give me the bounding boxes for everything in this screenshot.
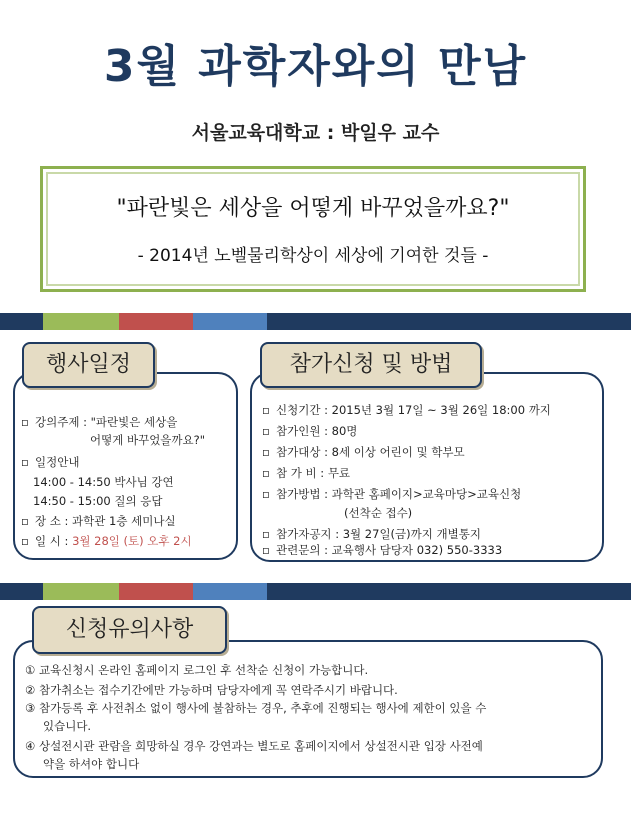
apply-target: 참가대상 : 8세 이상 어린이 및 학부모: [276, 445, 465, 459]
caution-item-4: ④ 상설전시관 관람을 희망하실 경우 강연과는 별도로 홈페이지에서 상설전시관 입장 사전예: [25, 739, 483, 753]
square-bullet-icon: ▫: [262, 487, 270, 501]
apply-method-note: (선착순 접수): [344, 506, 413, 520]
square-bullet-icon: ▫: [262, 543, 270, 557]
schedule-panel: [13, 372, 238, 560]
apply-fee: 참 가 비 : 무료: [276, 466, 351, 480]
date-label: 일 시 :: [35, 534, 69, 548]
apply-contact: 관련문의 : 교육행사 담당자 032) 550-3333: [276, 543, 503, 557]
square-bullet-icon: ▫: [21, 455, 29, 469]
square-bullet-icon: ▫: [262, 424, 270, 438]
caution-item-1: ① 교육신청시 온라인 홈페이지 로그인 후 선착순 신청이 가능합니다.: [25, 663, 369, 677]
square-bullet-icon: ▫: [262, 466, 270, 480]
page-title: 3월 과학자와의 만남: [103, 41, 528, 92]
lecture-topic-box: [40, 166, 586, 292]
guide-line2: 14:50 - 15:00 질의 응답: [33, 494, 163, 508]
caution-item-4-cont: 약을 하셔야 합니다: [43, 757, 140, 771]
color-stripe-bottom: [0, 583, 631, 600]
guide-label: 일정안내: [35, 455, 80, 469]
square-bullet-icon: ▫: [262, 403, 270, 417]
schedule-tab: 행사일정: [22, 342, 155, 388]
apply-people: 참가인원 : 80명: [276, 424, 358, 438]
caution-panel: [13, 640, 603, 778]
lecture-topic-sub: - 2014년 노벨물리학상이 세상에 기여한 것들 -: [137, 246, 489, 266]
apply-method: 참가방법 : 과학관 홈페이지>교육마당>교육신청: [276, 487, 522, 501]
speaker-line: 서울교육대학교 : 박일우 교수: [191, 122, 440, 144]
caution-item-3: ③ 참가등록 후 사전취소 없이 행사에 불참하는 경우, 추후에 진행되는 행사에 제한이 있을 수: [25, 701, 487, 715]
square-bullet-icon: ▫: [21, 514, 29, 528]
guide-line1: 14:00 - 14:50 박사님 강연: [33, 475, 174, 489]
apply-period: 신청기간 : 2015년 3월 17일 ~ 3월 26일 18:00 까지: [276, 403, 551, 417]
caution-item-3-cont: 있습니다.: [43, 719, 92, 733]
apply-notice: 참가자공지 : 3월 27일(금)까지 개별통지: [276, 527, 481, 541]
topic-line2: 어떻게 바꾸었을까요?": [90, 433, 206, 447]
apply-tab: 참가신청 및 방법: [260, 342, 482, 388]
lecture-topic-main: "파란빛은 세상을 어떻게 바꾸었을까요?": [116, 196, 510, 221]
topic-line1: "파란빛은 세상을: [90, 415, 178, 429]
apply-panel: [250, 372, 604, 562]
date-value: 3월 28일 (토) 오후 2시: [72, 534, 192, 548]
caution-tab: 신청유의사항: [32, 606, 227, 654]
square-bullet-icon: ▫: [21, 415, 29, 429]
caution-item-2: ② 참가취소는 접수기간에만 가능하며 담당자에게 꼭 연락주시기 바랍니다.: [25, 683, 398, 697]
square-bullet-icon: ▫: [262, 527, 270, 541]
square-bullet-icon: ▫: [262, 445, 270, 459]
color-stripe-top: [0, 313, 631, 330]
square-bullet-icon: ▫: [21, 534, 29, 548]
topic-label: 강의주제 :: [35, 415, 87, 429]
place-text: 장 소 : 과학관 1층 세미나실: [35, 514, 176, 528]
